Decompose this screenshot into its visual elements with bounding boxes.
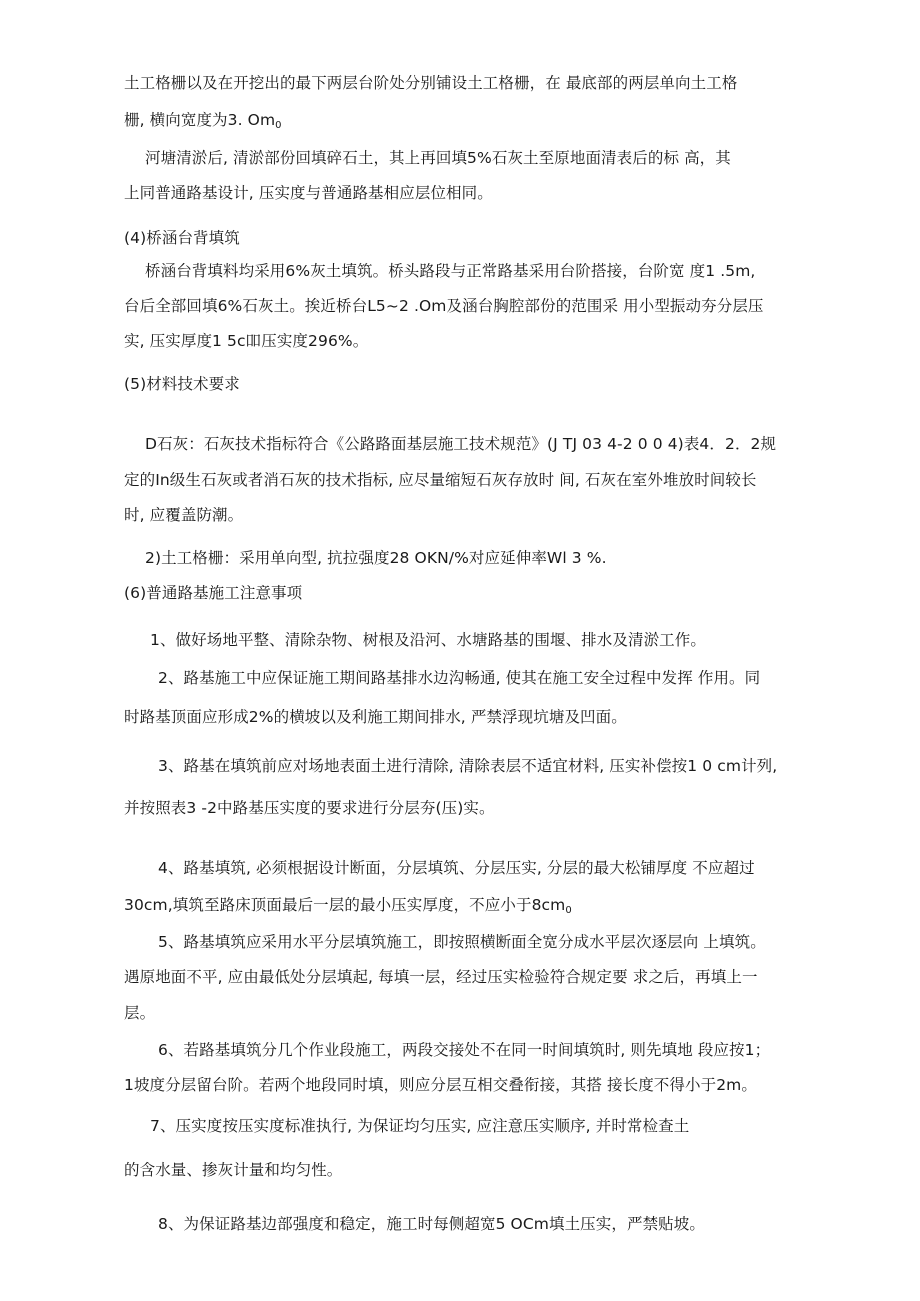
section-heading-5: (5)材料技术要求 — [124, 375, 240, 393]
text-line-4: 上同普通路基设计, 压实度与普通路基相应层位相同。 — [124, 184, 493, 202]
text-line-1: 土工格栅以及在开挖出的最下两层台阶处分别铺设土工格栅，在 最底部的两层单向土工格 — [124, 74, 738, 92]
list-item-2: 2、路基施工中应保证施工期间路基排水边沟畅通, 使其在施工安全过程中发挥 作用。同 — [158, 669, 761, 687]
text-line-7: 台后全部回填6%石灰土。挨近桥台L5~2 .Om及涵台胸腔部份的范围采 用小型振动夯分层压 — [124, 297, 764, 315]
list-item-6: 6、若路基填筑分几个作业段施工，两段交接处不在同一时间填筑时, 则先填地 段应按1； — [158, 1041, 771, 1059]
text-line-17: 时路基顶面应形成2%的横坡以及利施工期间排水, 严禁浮现坑塘及凹面。 — [124, 708, 627, 726]
section-heading-4: (4)桥涵台背填筑 — [124, 229, 240, 247]
text-line-2 — [124, 110, 282, 136]
text-line-3: 河塘清淤后, 清淤部份回填碎石土，其上再回填5%石灰土至原地面清表后的标 高，其 — [145, 149, 731, 167]
text-line-21 — [124, 895, 572, 921]
text-line-13: 2)土工格栅：采用单向型, 抗拉强度28 OKN/%对应延伸率Wl 3 %. — [145, 549, 607, 567]
subscript-zero: 0 — [275, 120, 282, 131]
text-line-28: 的含水量、掺灰计量和均匀性。 — [124, 1161, 343, 1179]
text-line-6: 桥涵台背填料均采用6%灰土填筑。桥头路段与正常路基采用台阶搭接，台阶宽 度1 .5m, — [145, 262, 756, 280]
list-item-7: 7、压实度按压实度标准执行, 为保证均匀压实, 应注意压实顺序, 并时常检查土 — [150, 1117, 690, 1135]
text-line-11: 定的In级生石灰或者消石灰的技术指标, 应尽量缩短石灰存放时 间, 石灰在室外堆放时间较长 — [124, 471, 757, 489]
list-item-5: 5、路基填筑应采用水平分层填筑施工，即按照横断面全宽分成水平层次逐层向 上填筑。 — [158, 933, 766, 951]
list-item-3: 3、路基在填筑前应对场地表面土进行清除, 清除表层不适宜材料, 压实补偿按1 0 cm计列, — [158, 757, 778, 775]
text-line-24: 层。 — [124, 1004, 156, 1022]
text-line-23: 遇原地面不平, 应由最低处分层填起, 每填一层，经过压实检验符合规定要 求之后，再填上一 — [124, 968, 758, 986]
section-heading-6: (6)普通路基施工注意事项 — [124, 584, 303, 602]
text-line-12: 时, 应覆盖防潮。 — [124, 506, 244, 524]
text-line-8: 实, 压实厚度1 5c吅压实度296%。 — [124, 332, 369, 350]
text-line-19: 并按照表3 -2中路基压实度的要求进行分层夯(压)实。 — [124, 799, 495, 817]
text-line-26: 1坡度分层留台阶。若两个地段同时填，则应分层互相交叠衔接，其搭 接长度不得小于2m。 — [124, 1076, 757, 1094]
list-item-8: 8、为保证路基边部强度和稳定，施工时每侧超宽5 OCm填土压实，严禁贴坡。 — [158, 1215, 705, 1233]
list-item-4: 4、路基填筑, 必须根据设计断面，分层填筑、分层压实, 分层的最大松铺厚度 不应超过 — [158, 859, 755, 877]
subscript-zero: 0 — [565, 905, 572, 916]
list-item-1: 1、做好场地平整、清除杂物、树根及沿河、水塘路基的围堰、排水及清淤工作。 — [150, 631, 706, 649]
text-line-21-main: 30cm,填筑至路床顶面最后一层的最小压实厚度，不应小于8cm — [124, 896, 566, 914]
text-line-2-main: 栅, 横向宽度为3. Om — [124, 111, 276, 129]
text-line-10: D石灰：石灰技术指标符合《公路路面基层施工技术规范》(J TJ 03 4-2 0 0 4)表4．2．2规 — [145, 435, 777, 453]
